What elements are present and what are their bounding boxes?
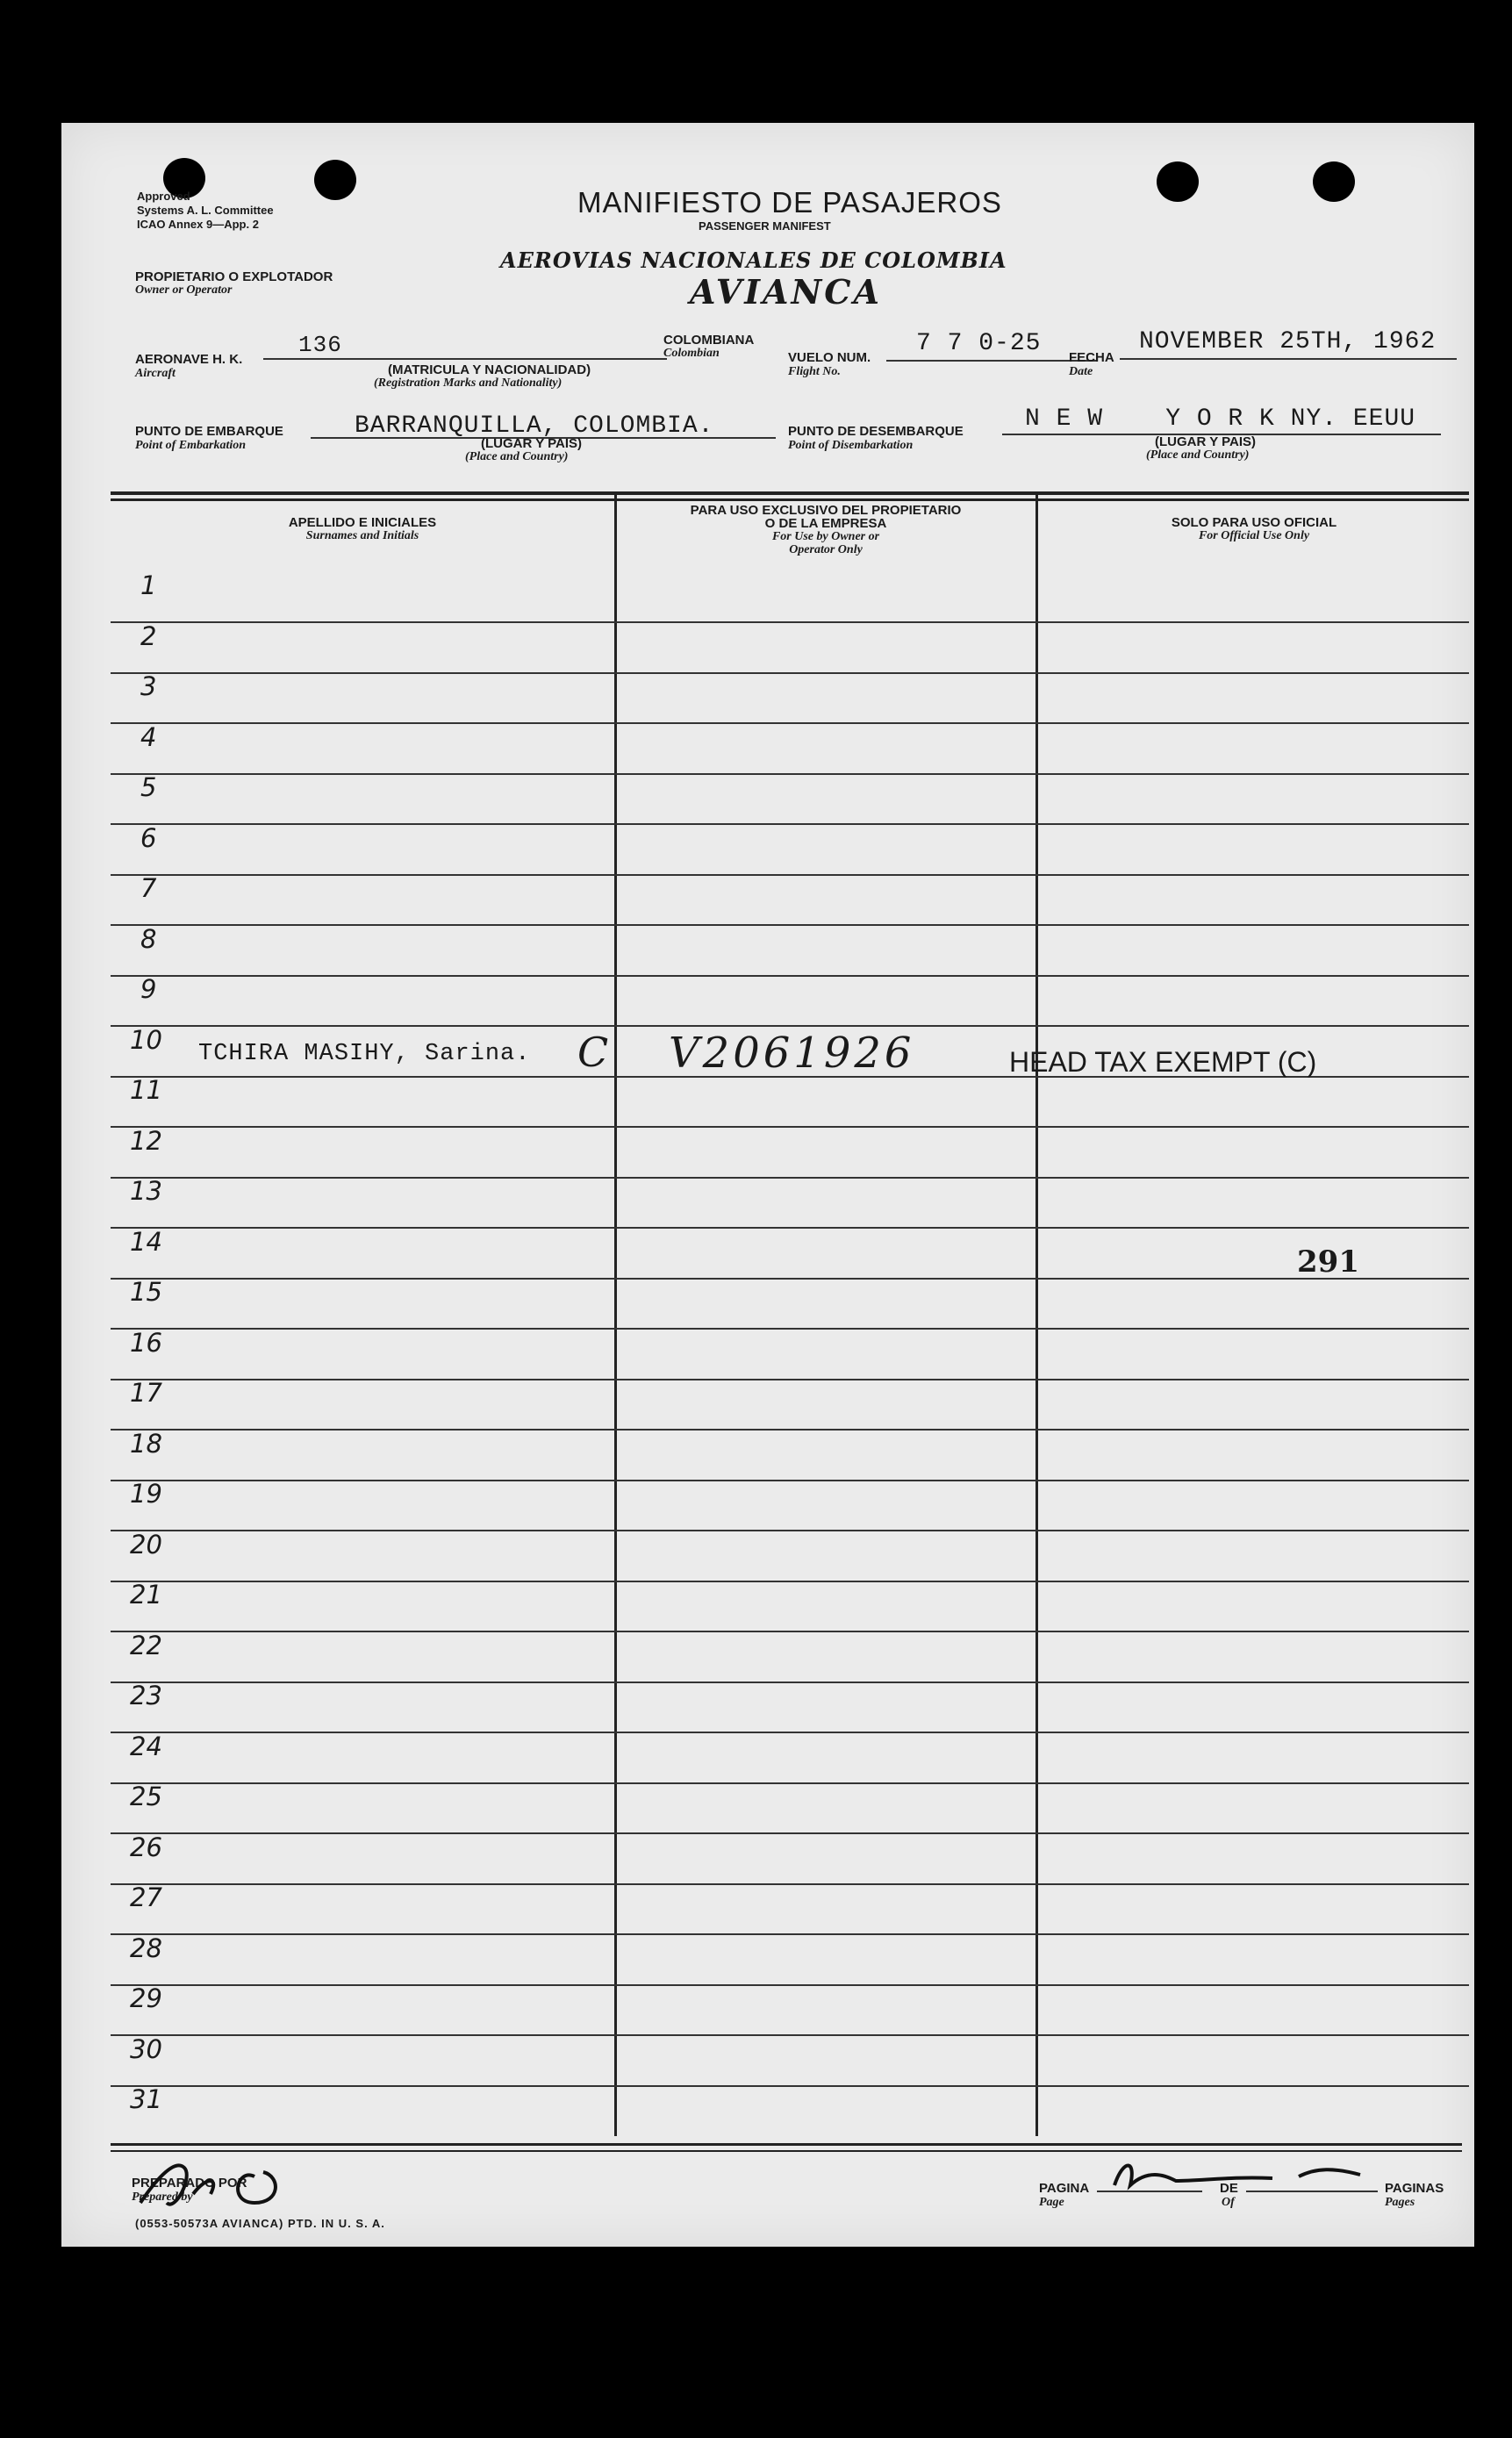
row-number: 29	[130, 1983, 162, 2013]
row-rule	[111, 672, 1469, 674]
row-number: 13	[130, 1176, 162, 1206]
flight-label-en: Flight No.	[788, 365, 841, 378]
aircraft-value: 136	[298, 332, 342, 358]
entry-mark: C	[577, 1029, 609, 1076]
pages-label-en: Pages	[1385, 2196, 1415, 2209]
embarkation-label: PUNTO DE EMBARQUE	[135, 424, 283, 439]
row-rule	[111, 2034, 1469, 2036]
row-rule	[111, 1227, 1469, 1229]
row-rule	[111, 1429, 1469, 1431]
row-number: 24	[130, 1731, 162, 1761]
row-number: 21	[130, 1580, 162, 1610]
row-rule	[111, 722, 1469, 724]
approval-note	[137, 190, 274, 232]
row-rule	[111, 1328, 1469, 1330]
row-rule	[111, 1883, 1469, 1885]
aircraft-label-en: Aircraft	[135, 367, 176, 380]
embarkation-sub-en: (Place and Country)	[465, 450, 569, 463]
manifest-subtitle: PASSENGER MANIFEST	[699, 219, 831, 233]
col-surnames-label: APELLIDO E INICIALES	[288, 515, 437, 530]
row-rule	[111, 621, 1469, 623]
airline-name: AEROVIAS NACIONALES DE COLOMBIA	[500, 247, 1007, 273]
row-rule	[111, 823, 1469, 825]
row-number: 14	[130, 1226, 162, 1257]
of-label-en: Of	[1222, 2196, 1235, 2209]
disembarkation-sub: (LUGAR Y PAIS)	[1155, 434, 1257, 449]
col-surnames-header	[111, 516, 614, 542]
stamp-number: 291	[1297, 1244, 1359, 1280]
official-note: HEAD TAX EXEMPT (C)	[1009, 1046, 1317, 1078]
nationality-label-en: Colombian	[663, 347, 720, 360]
manifest-sheet	[61, 123, 1474, 2247]
row-rule	[111, 975, 1469, 977]
embarkation-sub: (LUGAR Y PAIS)	[481, 436, 583, 451]
row-rule	[111, 1530, 1469, 1531]
date-value: NOVEMBER 25TH, 1962	[1139, 328, 1437, 355]
aircraft-underline	[263, 358, 667, 360]
page-label: PAGINA	[1039, 2181, 1090, 2196]
row-rule	[111, 1832, 1469, 1834]
disembarkation-label: PUNTO DE DESEMBARQUE	[788, 424, 964, 439]
punch-hole-left-2	[314, 160, 356, 200]
disembarkation-value: N E W Y O R K NY. EEUU	[1025, 405, 1416, 433]
row-number: 17	[130, 1378, 162, 1408]
row-number: 19	[130, 1479, 162, 1509]
row-number: 3	[140, 671, 157, 701]
punch-hole-right-2	[1313, 161, 1355, 202]
flight-underline	[886, 360, 1097, 362]
column-divider-2	[1035, 495, 1038, 2136]
date-underline	[1120, 358, 1457, 360]
row-number: 8	[140, 923, 157, 954]
passenger-name: TCHIRA MASIHY, Sarina.	[198, 1041, 531, 1067]
row-rule	[111, 924, 1469, 926]
row-number: 20	[130, 1529, 162, 1560]
approval-line-3: ICAO Annex 9—App. 2	[137, 218, 259, 231]
row-rule	[111, 1025, 1469, 1027]
row-rule	[111, 2085, 1469, 2087]
row-number: 12	[130, 1125, 162, 1156]
row-number: 18	[130, 1428, 162, 1459]
disembarkation-sub-en: (Place and Country)	[1146, 448, 1250, 462]
col-official-label: SOLO PARA USO OFICIAL	[1171, 515, 1337, 530]
owner-label-en: Owner or Operator	[135, 283, 233, 297]
prepared-label: PREPARADO POR	[132, 2176, 247, 2191]
prepared-label-en: Prepared by	[132, 2191, 193, 2204]
row-number: 4	[140, 721, 157, 752]
row-number: 10	[130, 1024, 162, 1055]
page-signature	[1097, 2141, 1395, 2203]
row-rule	[111, 1732, 1469, 1733]
print-code: (0553-50573A AVIANCA) PTD. IN U. S. A.	[135, 2217, 385, 2230]
flight-label: VUELO NUM.	[788, 350, 871, 365]
embarkation-value: BARRANQUILLA, COLOMBIA.	[355, 412, 714, 440]
page-label-en: Page	[1039, 2196, 1064, 2209]
row-number: 23	[130, 1681, 162, 1710]
row-number: 22	[130, 1630, 162, 1660]
row-rule	[111, 1682, 1469, 1683]
row-number: 16	[130, 1327, 162, 1358]
row-number: 28	[130, 1932, 162, 1963]
row-rule	[111, 1480, 1469, 1481]
row-rule	[111, 1782, 1469, 1784]
row-number: 5	[140, 772, 157, 802]
airline-brand: AVIANCA	[690, 272, 882, 312]
header-rule-bottom	[111, 498, 1469, 501]
disembarkation-label-en: Point of Disembarkation	[788, 439, 914, 452]
row-number: 11	[130, 1075, 162, 1105]
col-operator-label-b: O DE LA EMPRESA	[764, 516, 887, 531]
row-number: 31	[130, 2084, 162, 2114]
row-number: 15	[130, 1277, 162, 1307]
preparer-signature	[123, 2141, 351, 2220]
marks-label: (MATRICULA Y NACIONALIDAD)	[388, 362, 591, 377]
row-number: 27	[130, 1882, 162, 1912]
row-rule	[111, 1581, 1469, 1582]
col-operator-header	[618, 504, 1034, 556]
punch-hole-right	[1157, 161, 1199, 202]
of-label: DE	[1220, 2181, 1238, 2196]
approval-line-1: Approved	[137, 190, 190, 203]
marks-label-en: (Registration Marks and Nationality)	[374, 376, 563, 390]
column-divider-1	[614, 495, 617, 2136]
owner-label: PROPIETARIO O EXPLOTADOR	[135, 269, 333, 284]
row-number: 7	[140, 873, 157, 903]
row-number: 25	[130, 1782, 162, 1811]
embarkation-label-en: Point of Embarkation	[135, 439, 247, 452]
row-rule	[111, 1177, 1469, 1179]
col-operator-label-a: PARA USO EXCLUSIVO DEL PROPIETARIO	[690, 503, 962, 518]
approval-line-2: Systems A. L. Committee	[137, 204, 274, 217]
row-rule	[111, 1126, 1469, 1128]
col-operator-label-en-a: For Use by Owner or	[771, 530, 880, 543]
row-rule	[111, 1631, 1469, 1632]
row-number: 2	[140, 620, 157, 651]
row-number: 1	[140, 570, 157, 600]
col-official-label-en: For Official Use Only	[1198, 529, 1310, 542]
col-official-header	[1039, 516, 1469, 542]
manifest-title: MANIFIESTO DE PASAJEROS	[577, 186, 1002, 219]
row-rule	[111, 1379, 1469, 1380]
col-operator-label-en-b: Operator Only	[789, 543, 863, 556]
col-surnames-label-en: Surnames and Initials	[305, 529, 419, 542]
flight-value: 7 7 0-25	[916, 330, 1042, 357]
row-number: 9	[140, 974, 157, 1004]
row-rule	[111, 874, 1469, 876]
passport-number: V2061926	[669, 1029, 915, 1078]
date-label-en: Date	[1069, 365, 1093, 378]
header-rule-top	[111, 491, 1469, 495]
nationality-label: COLOMBIANA	[663, 333, 755, 348]
aircraft-label: AERONAVE H. K.	[135, 352, 243, 367]
date-label: FECHA	[1069, 350, 1114, 365]
pages-label: PAGINAS	[1385, 2181, 1444, 2196]
row-number: 6	[140, 822, 157, 853]
row-rule	[111, 1933, 1469, 1935]
row-rule	[111, 773, 1469, 775]
row-number: 26	[130, 1832, 162, 1862]
row-number: 30	[130, 2033, 162, 2064]
row-rule	[111, 1278, 1469, 1280]
row-rule	[111, 1984, 1469, 1986]
